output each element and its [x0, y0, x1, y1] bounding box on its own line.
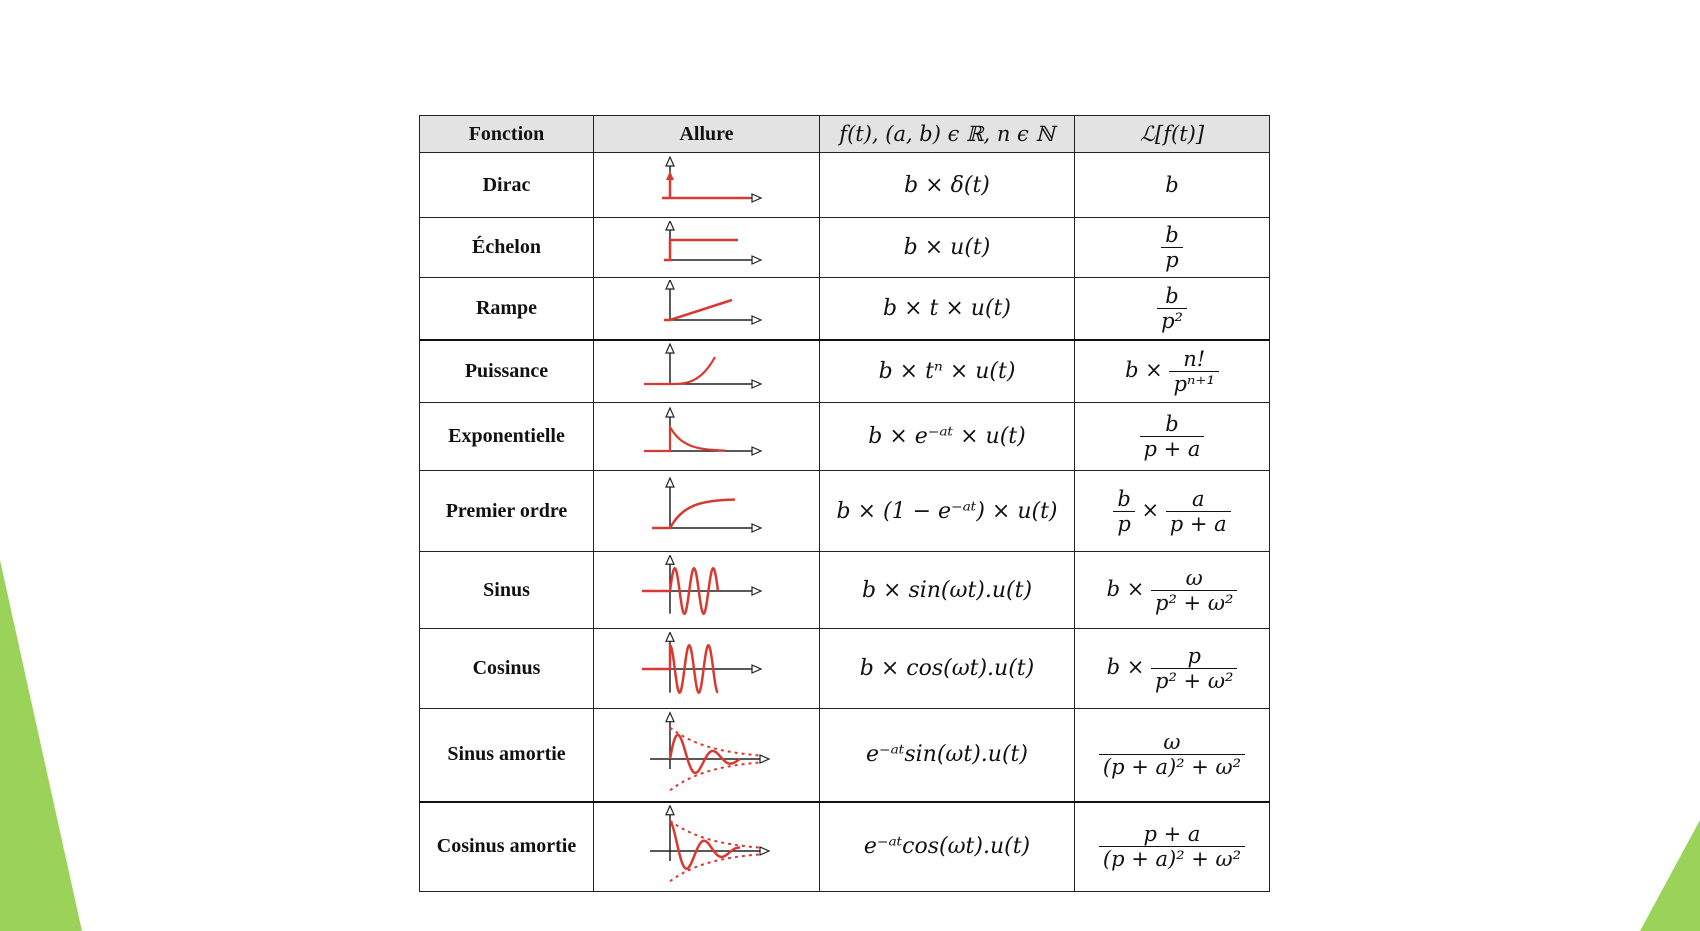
table-row — [420, 802, 1270, 892]
laplace-transform — [1075, 552, 1270, 629]
laplace-denominator: p + a — [1140, 436, 1205, 461]
curve-plot — [594, 709, 820, 802]
function-name: Rampe — [420, 278, 594, 340]
laplace-denominator: p — [1113, 511, 1134, 536]
time-function: b × u(t) — [820, 218, 1075, 278]
laplace-denominator-2: p + a — [1166, 511, 1231, 536]
laplace-denominator: (p + a)² + ω² — [1099, 754, 1245, 779]
header-fonction: Fonction — [420, 116, 594, 153]
laplace-denominator: p² — [1157, 308, 1187, 333]
laplace-denominator: pⁿ⁺¹ — [1169, 371, 1218, 396]
table-row — [420, 218, 1270, 278]
header-ft: f(t), (a, b) ϵ ℝ, n ϵ ℕ — [820, 116, 1075, 153]
laplace-table-container — [419, 115, 1269, 892]
time-function: b × cos(ωt).u(t) — [820, 629, 1075, 709]
function-name: Puissance — [420, 340, 594, 403]
time-function: b × (1 − e⁻ᵃᵗ) × u(t) — [820, 471, 1075, 552]
time-function: b × sin(ωt).u(t) — [820, 552, 1075, 629]
laplace-fraction — [1140, 412, 1205, 461]
curve-plot — [594, 278, 820, 340]
table-row — [420, 153, 1270, 218]
laplace-transform — [1075, 153, 1270, 218]
laplace-transform-table — [419, 115, 1270, 892]
header-allure: Allure — [594, 116, 820, 153]
laplace-numerator: ω — [1163, 730, 1181, 755]
laplace-transform — [1075, 278, 1270, 340]
laplace-transform — [1075, 802, 1270, 892]
laplace-denominator: p² + ω² — [1151, 668, 1237, 693]
time-function: b × e⁻ᵃᵗ × u(t) — [820, 403, 1075, 471]
function-name: Cosinus amortie — [420, 802, 594, 892]
laplace-transform — [1075, 471, 1270, 552]
table-row — [420, 629, 1270, 709]
curve-plot — [594, 218, 820, 278]
laplace-denominator: (p + a)² + ω² — [1099, 846, 1245, 871]
curve-plot — [594, 403, 820, 471]
curve-plot — [594, 802, 820, 892]
curve-plot — [594, 340, 820, 403]
function-name: Sinus — [420, 552, 594, 629]
table-row — [420, 471, 1270, 552]
laplace-fraction — [1151, 566, 1237, 615]
table-row — [420, 709, 1270, 802]
function-name: Dirac — [420, 153, 594, 218]
laplace-numerator-2: a — [1191, 486, 1205, 511]
curve-plot — [594, 153, 820, 218]
laplace-transform — [1075, 403, 1270, 471]
laplace-numerator: ω — [1185, 565, 1203, 590]
laplace-fraction — [1113, 487, 1134, 536]
laplace-numerator: p + a — [1143, 822, 1201, 847]
header-laplace: ℒ[f(t)] — [1075, 116, 1270, 153]
time-function: b × t × u(t) — [820, 278, 1075, 340]
table-row — [420, 340, 1270, 403]
table-header-row — [420, 116, 1270, 153]
laplace-numerator: n! — [1183, 346, 1206, 371]
laplace-fraction — [1161, 223, 1182, 272]
laplace-prefix: b × — [1106, 655, 1145, 679]
laplace-prefix: b × — [1125, 357, 1163, 382]
time-function: b × tⁿ × u(t) — [820, 340, 1075, 403]
laplace-denominator: p — [1161, 247, 1182, 272]
laplace-numerator: b — [1165, 283, 1179, 308]
laplace-transform — [1075, 218, 1270, 278]
laplace-denominator: p² + ω² — [1151, 590, 1237, 615]
left-green-shape — [0, 560, 82, 931]
laplace-value: b — [1165, 173, 1179, 197]
function-name: Premier ordre — [420, 471, 594, 552]
laplace-fraction — [1099, 730, 1245, 779]
laplace-transform — [1075, 340, 1270, 403]
laplace-fraction-2 — [1166, 487, 1231, 536]
function-name: Sinus amortie — [420, 709, 594, 802]
laplace-prefix: b × — [1106, 576, 1145, 601]
right-green-shape — [1640, 820, 1700, 931]
curve-plot — [594, 471, 820, 552]
curve-plot — [594, 552, 820, 629]
table-row — [420, 278, 1270, 340]
laplace-numerator: b — [1165, 412, 1179, 436]
laplace-fraction — [1157, 284, 1187, 333]
laplace-transform — [1075, 709, 1270, 802]
table-row — [420, 552, 1270, 629]
function-name: Cosinus — [420, 629, 594, 709]
laplace-times: × — [1141, 497, 1160, 522]
curve-plot — [594, 629, 820, 709]
time-function: b × δ(t) — [820, 153, 1075, 218]
time-function: e⁻ᵃᵗsin(ωt).u(t) — [820, 709, 1075, 802]
laplace-numerator: b — [1117, 486, 1131, 511]
laplace-fraction — [1169, 347, 1218, 396]
table-row — [420, 403, 1270, 471]
laplace-transform — [1075, 629, 1270, 709]
laplace-numerator: p — [1187, 644, 1201, 668]
laplace-numerator: b — [1165, 223, 1179, 247]
function-name: Exponentielle — [420, 403, 594, 471]
function-name: Échelon — [420, 218, 594, 278]
laplace-fraction — [1151, 644, 1237, 693]
laplace-fraction — [1099, 822, 1245, 871]
time-function: e⁻ᵃᵗcos(ωt).u(t) — [820, 802, 1075, 892]
